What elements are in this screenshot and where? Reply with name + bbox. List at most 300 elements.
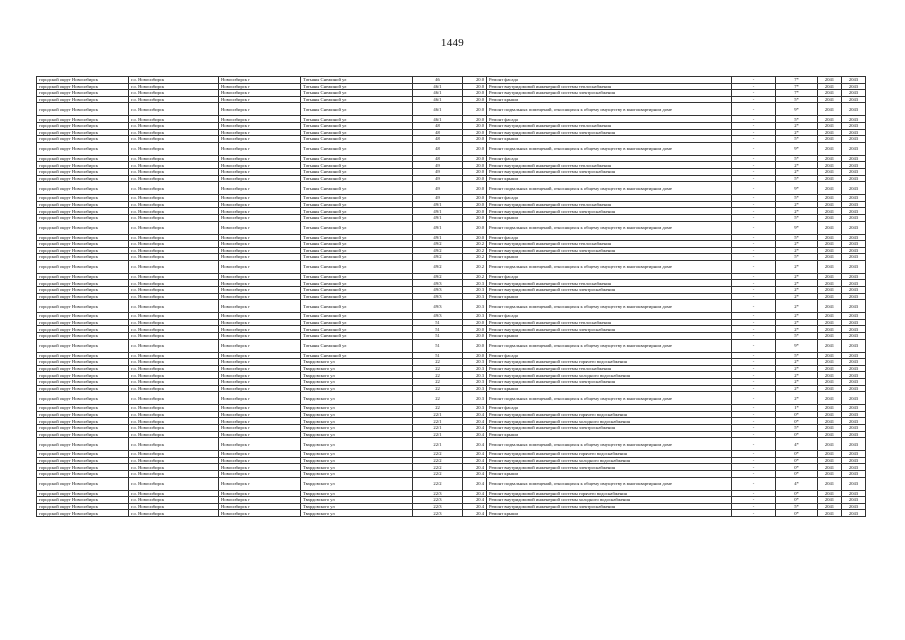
table-row bbox=[37, 359, 866, 366]
rating-cell: 5* bbox=[776, 352, 818, 359]
table-row bbox=[37, 300, 866, 313]
work-type-cell: Ремонт внутридомовой инженерной системы электроснабжения bbox=[487, 326, 732, 333]
city-cell: Новосибирск г bbox=[219, 352, 301, 359]
end-year-cell: 2043 bbox=[842, 510, 866, 517]
district-cell: городской округ Новосибирск bbox=[37, 411, 129, 418]
dash-cell: - bbox=[732, 405, 776, 412]
work-type-cell: Ремонт крыши bbox=[487, 136, 732, 143]
dash-cell: - bbox=[732, 431, 776, 438]
area-cell: г.о. Новосибирск bbox=[129, 497, 219, 504]
start-year-cell: 2041 bbox=[818, 319, 842, 326]
dash-cell: - bbox=[732, 175, 776, 182]
dash-cell: - bbox=[732, 457, 776, 464]
end-year-cell: 2043 bbox=[842, 103, 866, 116]
start-year-cell: 2041 bbox=[818, 510, 842, 517]
table-row bbox=[37, 411, 866, 418]
area-cell: г.о. Новосибирск bbox=[129, 214, 219, 221]
rating-cell: 0* bbox=[776, 431, 818, 438]
end-year-cell: 2043 bbox=[842, 83, 866, 90]
house-number-cell: 22 bbox=[413, 405, 463, 412]
rating-cell: 0* bbox=[776, 457, 818, 464]
rating-cell: 2* bbox=[776, 287, 818, 294]
code-cell: 20.0 bbox=[463, 129, 487, 136]
street-cell: Твардовского ул bbox=[301, 490, 413, 497]
rating-cell: 2* bbox=[776, 260, 818, 273]
house-number-cell: 51 bbox=[413, 319, 463, 326]
city-cell: Новосибирск г bbox=[219, 129, 301, 136]
table-body bbox=[37, 77, 866, 517]
table-row bbox=[37, 234, 866, 241]
code-cell: 20.0 bbox=[463, 333, 487, 340]
code-cell: 20.3 bbox=[463, 280, 487, 287]
code-cell: 20.0 bbox=[463, 96, 487, 103]
table-row bbox=[37, 122, 866, 129]
rating-cell: 2* bbox=[776, 385, 818, 392]
end-year-cell: 2043 bbox=[842, 319, 866, 326]
start-year-cell: 2041 bbox=[818, 260, 842, 273]
start-year-cell: 2041 bbox=[818, 142, 842, 155]
area-cell: г.о. Новосибирск bbox=[129, 333, 219, 340]
dash-cell: - bbox=[732, 129, 776, 136]
city-cell: Новосибирск г bbox=[219, 241, 301, 248]
start-year-cell: 2041 bbox=[818, 352, 842, 359]
dash-cell: - bbox=[732, 214, 776, 221]
city-cell: Новосибирск г bbox=[219, 162, 301, 169]
end-year-cell: 2043 bbox=[842, 418, 866, 425]
code-cell: 20.4 bbox=[463, 438, 487, 451]
district-cell: городской округ Новосибирск bbox=[37, 103, 129, 116]
dash-cell: - bbox=[732, 293, 776, 300]
house-number-cell: 22/2 bbox=[413, 477, 463, 490]
house-number-cell: 22/1 bbox=[413, 411, 463, 418]
rating-cell: 5* bbox=[776, 116, 818, 123]
end-year-cell: 2043 bbox=[842, 260, 866, 273]
rating-cell: 7* bbox=[776, 83, 818, 90]
table-row bbox=[37, 438, 866, 451]
area-cell: г.о. Новосибирск bbox=[129, 287, 219, 294]
district-cell: городской округ Новосибирск bbox=[37, 464, 129, 471]
end-year-cell: 2043 bbox=[842, 162, 866, 169]
city-cell: Новосибирск г bbox=[219, 260, 301, 273]
house-number-cell: 49/2 bbox=[413, 254, 463, 261]
rating-cell: 5* bbox=[776, 503, 818, 510]
area-cell: г.о. Новосибирск bbox=[129, 365, 219, 372]
street-cell: Татьяны Снежиной ул bbox=[301, 122, 413, 129]
rating-cell: 2* bbox=[776, 372, 818, 379]
work-type-cell: Ремонт внутридомовой инженерной системы теплоснабжения bbox=[487, 280, 732, 287]
city-cell: Новосибирск г bbox=[219, 457, 301, 464]
area-cell: г.о. Новосибирск bbox=[129, 247, 219, 254]
house-number-cell: 49/2 bbox=[413, 247, 463, 254]
area-cell: г.о. Новосибирск bbox=[129, 260, 219, 273]
street-cell: Татьяны Снежиной ул bbox=[301, 103, 413, 116]
start-year-cell: 2041 bbox=[818, 96, 842, 103]
dash-cell: - bbox=[732, 510, 776, 517]
city-cell: Новосибирск г bbox=[219, 385, 301, 392]
street-cell: Татьяны Снежиной ул bbox=[301, 300, 413, 313]
house-number-cell: 22 bbox=[413, 392, 463, 405]
house-number-cell: 49/3 bbox=[413, 300, 463, 313]
rating-cell: 2* bbox=[776, 162, 818, 169]
end-year-cell: 2043 bbox=[842, 300, 866, 313]
start-year-cell: 2041 bbox=[818, 411, 842, 418]
house-number-cell: 22/2 bbox=[413, 451, 463, 458]
work-type-cell: Ремонт внутридомовой инженерной системы теплоснабжения bbox=[487, 319, 732, 326]
work-type-cell: Ремонт внутридомовой инженерной системы горячего водоснабжения bbox=[487, 490, 732, 497]
work-type-cell: Ремонт внутридомовой инженерной системы теплоснабжения bbox=[487, 162, 732, 169]
work-type-cell: Ремонт подвальных помещений, относящихся к общему имуществу в многоквартирном доме bbox=[487, 142, 732, 155]
table-row bbox=[37, 182, 866, 195]
house-number-cell: 49/1 bbox=[413, 201, 463, 208]
city-cell: Новосибирск г bbox=[219, 254, 301, 261]
area-cell: г.о. Новосибирск bbox=[129, 116, 219, 123]
end-year-cell: 2043 bbox=[842, 313, 866, 320]
rating-cell: 2* bbox=[776, 208, 818, 215]
dash-cell: - bbox=[732, 379, 776, 386]
code-cell: 20.0 bbox=[463, 221, 487, 234]
table-row bbox=[37, 77, 866, 84]
city-cell: Новосибирск г bbox=[219, 234, 301, 241]
street-cell: Татьяны Снежиной ул bbox=[301, 241, 413, 248]
area-cell: г.о. Новосибирск bbox=[129, 300, 219, 313]
code-cell: 20.0 bbox=[463, 352, 487, 359]
rating-cell: 1* bbox=[776, 405, 818, 412]
dash-cell: - bbox=[732, 490, 776, 497]
city-cell: Новосибирск г bbox=[219, 372, 301, 379]
start-year-cell: 2041 bbox=[818, 77, 842, 84]
city-cell: Новосибирск г bbox=[219, 497, 301, 504]
end-year-cell: 2043 bbox=[842, 352, 866, 359]
code-cell: 20.0 bbox=[463, 234, 487, 241]
rating-cell: 9* bbox=[776, 142, 818, 155]
street-cell: Татьяны Снежиной ул bbox=[301, 293, 413, 300]
house-number-cell: 22/3 bbox=[413, 497, 463, 504]
code-cell: 20.0 bbox=[463, 168, 487, 175]
start-year-cell: 2041 bbox=[818, 280, 842, 287]
area-cell: г.о. Новосибирск bbox=[129, 136, 219, 143]
street-cell: Твардовского ул bbox=[301, 470, 413, 477]
table-row bbox=[37, 129, 866, 136]
work-type-cell: Ремонт внутридомовой инженерной системы электроснабжения bbox=[487, 168, 732, 175]
rating-cell: 0* bbox=[776, 490, 818, 497]
work-type-cell: Ремонт крыши bbox=[487, 333, 732, 340]
end-year-cell: 2043 bbox=[842, 201, 866, 208]
district-cell: городской округ Новосибирск bbox=[37, 319, 129, 326]
street-cell: Татьяны Снежиной ул bbox=[301, 254, 413, 261]
rating-cell: 5* bbox=[776, 155, 818, 162]
start-year-cell: 2041 bbox=[818, 182, 842, 195]
code-cell: 20.4 bbox=[463, 510, 487, 517]
house-number-cell: 22/1 bbox=[413, 418, 463, 425]
start-year-cell: 2041 bbox=[818, 234, 842, 241]
rating-cell: 9* bbox=[776, 103, 818, 116]
street-cell: Твардовского ул bbox=[301, 424, 413, 431]
code-cell: 20.0 bbox=[463, 77, 487, 84]
area-cell: г.о. Новосибирск bbox=[129, 457, 219, 464]
rating-cell: 2* bbox=[776, 326, 818, 333]
rating-cell: 9* bbox=[776, 182, 818, 195]
house-number-cell: 46/1 bbox=[413, 116, 463, 123]
district-cell: городской округ Новосибирск bbox=[37, 168, 129, 175]
code-cell: 20.3 bbox=[463, 372, 487, 379]
house-number-cell: 49/3 bbox=[413, 313, 463, 320]
street-cell: Татьяны Снежиной ул bbox=[301, 201, 413, 208]
district-cell: городской округ Новосибирск bbox=[37, 490, 129, 497]
end-year-cell: 2043 bbox=[842, 339, 866, 352]
end-year-cell: 2043 bbox=[842, 372, 866, 379]
city-cell: Новосибирск г bbox=[219, 503, 301, 510]
city-cell: Новосибирск г bbox=[219, 195, 301, 202]
work-type-cell: Ремонт внутридомовой инженерной системы теплоснабжения bbox=[487, 122, 732, 129]
house-number-cell: 49/3 bbox=[413, 293, 463, 300]
city-cell: Новосибирск г bbox=[219, 280, 301, 287]
start-year-cell: 2041 bbox=[818, 122, 842, 129]
rating-cell: 5* bbox=[776, 136, 818, 143]
house-number-cell: 49 bbox=[413, 168, 463, 175]
start-year-cell: 2041 bbox=[818, 365, 842, 372]
street-cell: Твардовского ул bbox=[301, 359, 413, 366]
work-type-cell: Ремонт крыши bbox=[487, 254, 732, 261]
start-year-cell: 2041 bbox=[818, 438, 842, 451]
works-register-table bbox=[36, 76, 866, 517]
start-year-cell: 2041 bbox=[818, 392, 842, 405]
district-cell: городской округ Новосибирск bbox=[37, 503, 129, 510]
code-cell: 20.0 bbox=[463, 83, 487, 90]
dash-cell: - bbox=[732, 470, 776, 477]
city-cell: Новосибирск г bbox=[219, 405, 301, 412]
street-cell: Татьяны Снежиной ул bbox=[301, 116, 413, 123]
code-cell: 20.4 bbox=[463, 424, 487, 431]
rating-cell: 2* bbox=[776, 300, 818, 313]
dash-cell: - bbox=[732, 503, 776, 510]
street-cell: Татьяны Снежиной ул bbox=[301, 247, 413, 254]
end-year-cell: 2043 bbox=[842, 116, 866, 123]
area-cell: г.о. Новосибирск bbox=[129, 208, 219, 215]
dash-cell: - bbox=[732, 201, 776, 208]
end-year-cell: 2043 bbox=[842, 379, 866, 386]
dash-cell: - bbox=[732, 221, 776, 234]
city-cell: Новосибирск г bbox=[219, 77, 301, 84]
district-cell: городской округ Новосибирск bbox=[37, 122, 129, 129]
dash-cell: - bbox=[732, 273, 776, 280]
work-type-cell: Ремонт фасада bbox=[487, 116, 732, 123]
end-year-cell: 2043 bbox=[842, 359, 866, 366]
area-cell: г.о. Новосибирск bbox=[129, 490, 219, 497]
dash-cell: - bbox=[732, 372, 776, 379]
table-row bbox=[37, 510, 866, 517]
district-cell: городской округ Новосибирск bbox=[37, 385, 129, 392]
house-number-cell: 22 bbox=[413, 359, 463, 366]
district-cell: городской округ Новосибирск bbox=[37, 136, 129, 143]
start-year-cell: 2041 bbox=[818, 477, 842, 490]
street-cell: Татьяны Снежиной ул bbox=[301, 214, 413, 221]
district-cell: городской округ Новосибирск bbox=[37, 379, 129, 386]
area-cell: г.о. Новосибирск bbox=[129, 352, 219, 359]
area-cell: г.о. Новосибирск bbox=[129, 418, 219, 425]
rating-cell: 2* bbox=[776, 379, 818, 386]
table-row bbox=[37, 497, 866, 504]
house-number-cell: 48 bbox=[413, 142, 463, 155]
start-year-cell: 2041 bbox=[818, 379, 842, 386]
area-cell: г.о. Новосибирск bbox=[129, 405, 219, 412]
work-type-cell: Ремонт крыши bbox=[487, 385, 732, 392]
end-year-cell: 2043 bbox=[842, 90, 866, 97]
work-type-cell: Ремонт внутридомовой инженерной системы электроснабжения bbox=[487, 208, 732, 215]
work-type-cell: Ремонт крыши bbox=[487, 96, 732, 103]
work-type-cell: Ремонт крыши bbox=[487, 431, 732, 438]
table-row bbox=[37, 136, 866, 143]
table-row bbox=[37, 96, 866, 103]
area-cell: г.о. Новосибирск bbox=[129, 477, 219, 490]
work-type-cell: Ремонт внутридомовой инженерной системы теплоснабжения bbox=[487, 241, 732, 248]
house-number-cell: 49 bbox=[413, 182, 463, 195]
city-cell: Новосибирск г bbox=[219, 319, 301, 326]
area-cell: г.о. Новосибирск bbox=[129, 90, 219, 97]
start-year-cell: 2041 bbox=[818, 254, 842, 261]
work-type-cell: Ремонт подвальных помещений, относящихся к общему имуществу в многоквартирном доме bbox=[487, 392, 732, 405]
code-cell: 20.0 bbox=[463, 142, 487, 155]
work-type-cell: Ремонт фасада bbox=[487, 273, 732, 280]
rating-cell: 2* bbox=[776, 241, 818, 248]
dash-cell: - bbox=[732, 136, 776, 143]
end-year-cell: 2043 bbox=[842, 175, 866, 182]
rating-cell: 5* bbox=[776, 195, 818, 202]
dash-cell: - bbox=[732, 247, 776, 254]
end-year-cell: 2043 bbox=[842, 208, 866, 215]
district-cell: городской округ Новосибирск bbox=[37, 405, 129, 412]
code-cell: 20.0 bbox=[463, 195, 487, 202]
city-cell: Новосибирск г bbox=[219, 214, 301, 221]
code-cell: 20.4 bbox=[463, 457, 487, 464]
dash-cell: - bbox=[732, 497, 776, 504]
rating-cell: 0* bbox=[776, 510, 818, 517]
house-number-cell: 48 bbox=[413, 155, 463, 162]
code-cell: 20.3 bbox=[463, 365, 487, 372]
district-cell: городской округ Новосибирск bbox=[37, 195, 129, 202]
start-year-cell: 2041 bbox=[818, 431, 842, 438]
work-type-cell: Ремонт внутридомовой инженерной системы электроснабжения bbox=[487, 379, 732, 386]
street-cell: Твардовского ул bbox=[301, 405, 413, 412]
street-cell: Татьяны Снежиной ул bbox=[301, 168, 413, 175]
district-cell: городской округ Новосибирск bbox=[37, 129, 129, 136]
street-cell: Твардовского ул bbox=[301, 451, 413, 458]
rating-cell: 2* bbox=[776, 280, 818, 287]
start-year-cell: 2041 bbox=[818, 424, 842, 431]
district-cell: городской округ Новосибирск bbox=[37, 90, 129, 97]
district-cell: городской округ Новосибирск bbox=[37, 510, 129, 517]
start-year-cell: 2041 bbox=[818, 214, 842, 221]
code-cell: 20.4 bbox=[463, 503, 487, 510]
end-year-cell: 2043 bbox=[842, 77, 866, 84]
rating-cell: 4* bbox=[776, 438, 818, 451]
area-cell: г.о. Новосибирск bbox=[129, 195, 219, 202]
street-cell: Твардовского ул bbox=[301, 372, 413, 379]
work-type-cell: Ремонт внутридомовой инженерной системы электроснабжения bbox=[487, 287, 732, 294]
rating-cell: 0* bbox=[776, 411, 818, 418]
start-year-cell: 2041 bbox=[818, 457, 842, 464]
code-cell: 20.4 bbox=[463, 477, 487, 490]
rating-cell: 9* bbox=[776, 339, 818, 352]
end-year-cell: 2043 bbox=[842, 293, 866, 300]
house-number-cell: 22 bbox=[413, 365, 463, 372]
house-number-cell: 22/3 bbox=[413, 503, 463, 510]
city-cell: Новосибирск г bbox=[219, 490, 301, 497]
start-year-cell: 2041 bbox=[818, 313, 842, 320]
table-row bbox=[37, 457, 866, 464]
end-year-cell: 2043 bbox=[842, 287, 866, 294]
street-cell: Татьяны Снежиной ул bbox=[301, 287, 413, 294]
rating-cell: 9* bbox=[776, 221, 818, 234]
work-type-cell: Ремонт внутридомовой инженерной системы электроснабжения bbox=[487, 90, 732, 97]
street-cell: Твардовского ул bbox=[301, 365, 413, 372]
city-cell: Новосибирск г bbox=[219, 451, 301, 458]
area-cell: г.о. Новосибирск bbox=[129, 182, 219, 195]
table-row bbox=[37, 142, 866, 155]
area-cell: г.о. Новосибирск bbox=[129, 234, 219, 241]
start-year-cell: 2041 bbox=[818, 162, 842, 169]
street-cell: Твардовского ул bbox=[301, 411, 413, 418]
area-cell: г.о. Новосибирск bbox=[129, 392, 219, 405]
code-cell: 20.3 bbox=[463, 379, 487, 386]
district-cell: городской округ Новосибирск bbox=[37, 424, 129, 431]
start-year-cell: 2041 bbox=[818, 287, 842, 294]
table-row bbox=[37, 260, 866, 273]
house-number-cell: 22/1 bbox=[413, 438, 463, 451]
table-row bbox=[37, 477, 866, 490]
table-row bbox=[37, 287, 866, 294]
city-cell: Новосибирск г bbox=[219, 510, 301, 517]
end-year-cell: 2043 bbox=[842, 221, 866, 234]
street-cell: Твардовского ул bbox=[301, 510, 413, 517]
house-number-cell: 22 bbox=[413, 372, 463, 379]
code-cell: 20.3 bbox=[463, 313, 487, 320]
table-row bbox=[37, 247, 866, 254]
table-row bbox=[37, 470, 866, 477]
work-type-cell: Ремонт внутридомовой инженерной системы электроснабжения bbox=[487, 247, 732, 254]
rating-cell: 2* bbox=[776, 273, 818, 280]
street-cell: Татьяны Снежиной ул bbox=[301, 273, 413, 280]
city-cell: Новосибирск г bbox=[219, 273, 301, 280]
start-year-cell: 2041 bbox=[818, 333, 842, 340]
dash-cell: - bbox=[732, 418, 776, 425]
work-type-cell: Ремонт внутридомовой инженерной системы холодного водоснабжения bbox=[487, 497, 732, 504]
table-row bbox=[37, 490, 866, 497]
dash-cell: - bbox=[732, 83, 776, 90]
code-cell: 20.4 bbox=[463, 411, 487, 418]
area-cell: г.о. Новосибирск bbox=[129, 313, 219, 320]
end-year-cell: 2043 bbox=[842, 247, 866, 254]
district-cell: городской округ Новосибирск bbox=[37, 418, 129, 425]
table-row bbox=[37, 379, 866, 386]
district-cell: городской округ Новосибирск bbox=[37, 162, 129, 169]
end-year-cell: 2043 bbox=[842, 129, 866, 136]
dash-cell: - bbox=[732, 365, 776, 372]
work-type-cell: Ремонт внутридомовой инженерной системы горячего водоснабжения bbox=[487, 359, 732, 366]
city-cell: Новосибирск г bbox=[219, 379, 301, 386]
house-number-cell: 46/1 bbox=[413, 96, 463, 103]
city-cell: Новосибирск г bbox=[219, 392, 301, 405]
street-cell: Татьяны Снежиной ул bbox=[301, 129, 413, 136]
table-row bbox=[37, 319, 866, 326]
street-cell: Татьяны Снежиной ул bbox=[301, 96, 413, 103]
rating-cell: 2* bbox=[776, 247, 818, 254]
start-year-cell: 2041 bbox=[818, 464, 842, 471]
house-number-cell: 49 bbox=[413, 195, 463, 202]
street-cell: Татьяны Снежиной ул bbox=[301, 162, 413, 169]
city-cell: Новосибирск г bbox=[219, 313, 301, 320]
house-number-cell: 46/1 bbox=[413, 83, 463, 90]
dash-cell: - bbox=[732, 451, 776, 458]
